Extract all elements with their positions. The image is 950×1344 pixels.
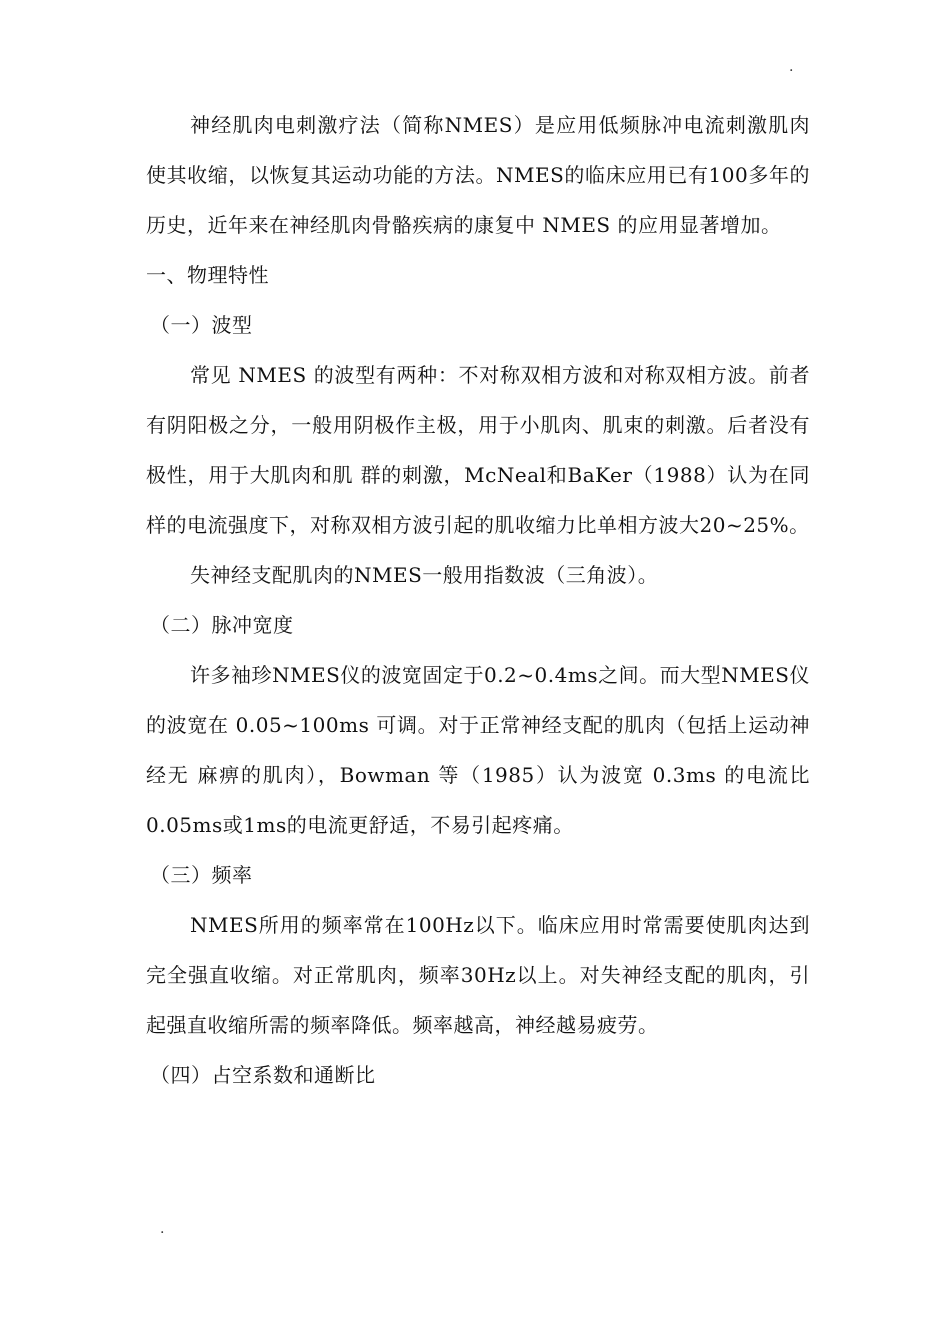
frequency-paragraph: NMES所用的频率常在100Hz以下。临床应用时常需要使肌肉达到完全强直收缩。对正常肌肉，频率30Hz以上。对失神经支配的肌肉，引起强直收缩所需的频率降低。频率越高，神经越易疲劳。 bbox=[146, 913, 810, 1037]
intro-paragraph: 神经肌肉电刺激疗法（简称NMES）是应用低频脉冲电流刺激肌肉使其收缩，以恢复其运动功能的方法。NMES的临床应用已有100多年的历史，近年来在神经肌肉骨骼疾病的康复中 NMES 的应用显著增加。 bbox=[146, 113, 810, 237]
pulse-width-paragraph: 许多袖珍NMES仪的波宽固定于0.2~0.4ms之间。而大型NMES仪的波宽在 0.05~100ms 可调。对于正常神经支配的肌肉（包括上运动神经无 麻痹的肌肉），Bowman 等（1985）认为波宽 0.3ms 的电流比0.05ms或1ms的电流更舒适，不易引起疼痛。 bbox=[146, 663, 810, 837]
subsection-heading-pulse-width: （二）脉冲宽度 bbox=[150, 613, 294, 637]
waveform-paragraph: 常见 NMES 的波型有两种：不对称双相方波和对称双相方波。前者有阴阳极之分，一般用阴极作主极，用于小肌肉、肌束的刺激。后者没有极性，用于大肌肉和肌 群的刺激，McNeal和BaKer（1988）认为在同样的电流强度下，对称双相方波引起的肌收缩力比单相方波大20~25%。 bbox=[146, 363, 810, 537]
document-body bbox=[146, 100, 810, 1100]
corner-mark-bottom: . bbox=[160, 1221, 165, 1237]
denervated-waveform-paragraph: 失神经支配肌肉的NMES一般用指数波（三角波）。 bbox=[190, 563, 659, 587]
subsection-heading-waveform: （一）波型 bbox=[150, 313, 253, 337]
section-heading-physical-properties: 一、物理特性 bbox=[146, 263, 269, 287]
corner-mark-top: . bbox=[789, 59, 794, 75]
subsection-heading-duty-cycle: （四）占空系数和通断比 bbox=[150, 1063, 376, 1087]
subsection-heading-frequency: （三）频率 bbox=[150, 863, 253, 887]
